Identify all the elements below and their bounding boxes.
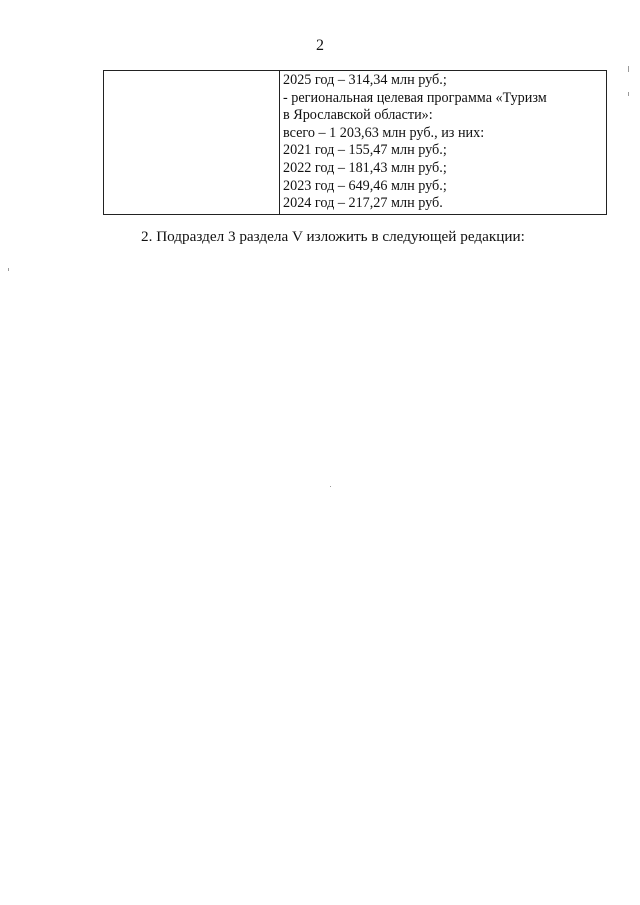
- funding-line-2024: 2024 год – 217,27 млн руб.: [283, 195, 443, 212]
- scan-mark: [628, 66, 629, 72]
- program-title-line-2: в Ярославской области»:: [283, 107, 433, 124]
- funding-line-2023: 2023 год – 649,46 млн руб.;: [283, 177, 447, 194]
- amendment-paragraph: 2. Подраздел 3 раздела V изложить в следующей редакции:: [141, 228, 525, 245]
- funding-table: [103, 70, 607, 215]
- scan-mark: [628, 92, 629, 96]
- page-number: 2: [316, 37, 324, 54]
- scan-mark: [330, 486, 331, 487]
- program-title-line-1: - региональная целевая программа «Туризм: [283, 89, 547, 106]
- funding-line-2025: 2025 год – 314,34 млн руб.;: [283, 72, 447, 88]
- funding-lines: [280, 71, 606, 214]
- funding-line-2022: 2022 год – 181,43 млн руб.;: [283, 159, 447, 176]
- funding-line-2021: 2021 год – 155,47 млн руб.;: [283, 142, 447, 159]
- table-cell-left: [104, 71, 280, 215]
- program-total-line: всего – 1 203,63 млн руб., из них:: [283, 124, 485, 141]
- scan-mark: [8, 268, 9, 271]
- table-cell-right: [280, 71, 607, 215]
- table-row: [104, 71, 607, 215]
